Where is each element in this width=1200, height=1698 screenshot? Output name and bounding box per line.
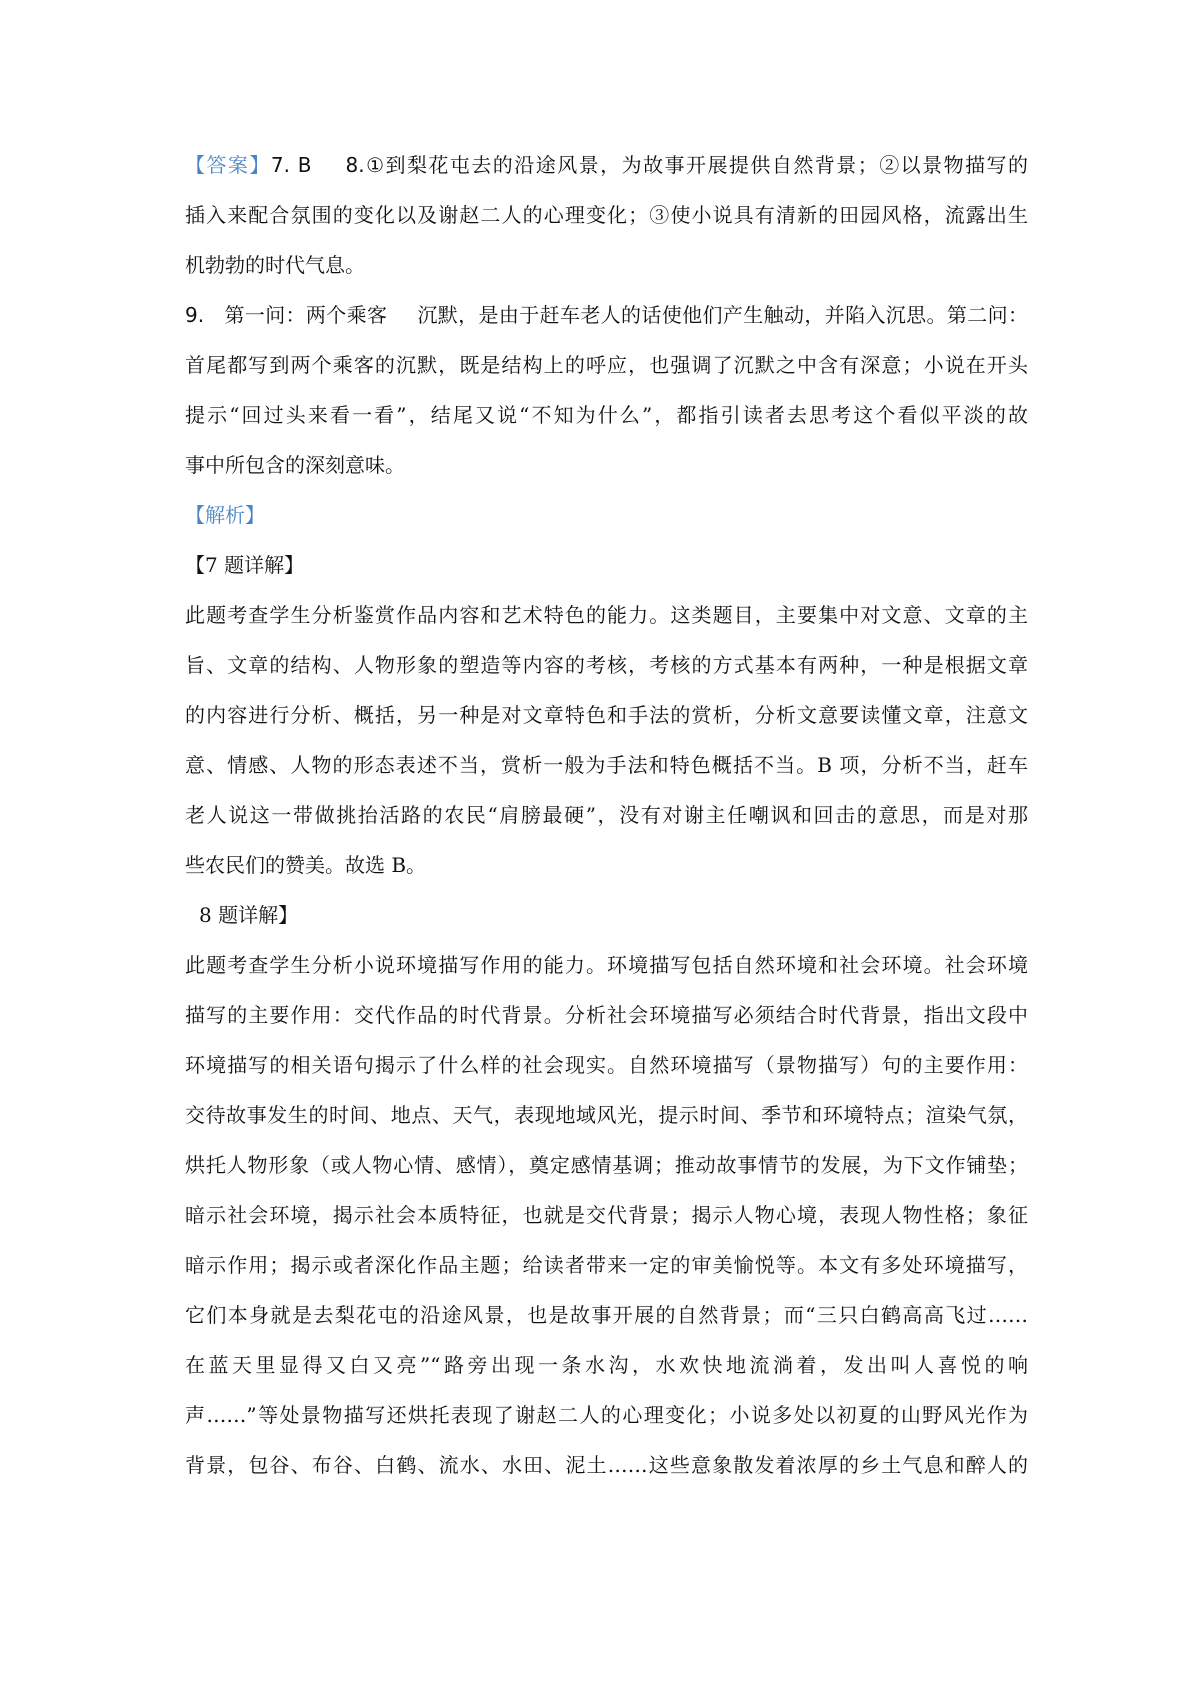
- analysis-line: [185, 501, 1028, 529]
- q7-line-4: 意、情感、人物的形态表述不当，赏析一般为手法和特色概括不当。B 项，分析不当，赶车: [185, 753, 1028, 777]
- q7-heading: 【7 题详解】: [185, 553, 305, 577]
- q8-line-3: 环境描写的相关语句揭示了什么样的社会现实。自然环境描写（景物描写）句的主要作用：: [185, 1053, 1028, 1077]
- q7-line-6: 些农民们的赞美。故选 B。: [185, 853, 427, 877]
- q8-line-4: 交待故事发生的时间、地点、天气，表现地域风光，提示时间、季节和环境特点；渲染气氛，: [185, 1103, 1028, 1127]
- answer-q8-line-2: 插入来配合氛围的变化以及谢赵二人的心理变化；③使小说具有清新的田园风格，流露出生: [185, 203, 1028, 227]
- q8-line-11: 背景，包谷、布谷、白鹤、流水、水田、泥土……这些意象散发着浓厚的乡土气息和醉人的: [185, 1453, 1028, 1477]
- q8-line-9: 在蓝天里显得又白又亮”“路旁出现一条水沟，水欢快地流淌着，发出叫人喜悦的响: [185, 1353, 1028, 1377]
- q8-line-10: 声……”等处景物描写还烘托表现了谢赵二人的心理变化；小说多处以初夏的山野风光作为: [185, 1403, 1028, 1427]
- q8-line-1: 此题考查学生分析小说环境描写作用的能力。环境描写包括自然环境和社会环境。社会环境: [185, 953, 1028, 977]
- q7-line-3: 的内容进行分析、概括，另一种是对文章特色和手法的赏析，分析文意要读懂文章，注意文: [185, 703, 1028, 727]
- answer-q9-line-2: 首尾都写到两个乘客的沉默，既是结构上的呼应，也强调了沉默之中含有深意；小说在开头: [185, 353, 1028, 377]
- answer-q8-line-3: 机勃勃的时代气息。: [185, 253, 365, 277]
- answer-q9-line-3: 提示“回过头来看一看”，结尾又说“不知为什么”，都指引读者去思考这个看似平淡的故: [185, 403, 1028, 427]
- q8-line-2: 描写的主要作用：交代作品的时代背景。分析社会环境描写必须结合时代背景，指出文段中: [185, 1003, 1028, 1027]
- answer-q8-number: 8.: [345, 153, 365, 177]
- q8-line-6: 暗示社会环境，揭示社会本质特征，也就是交代背景；揭示人物心境，表现人物性格；象征: [185, 1203, 1028, 1227]
- answer-q9-line-4: 事中所包含的深刻意味。: [185, 453, 405, 477]
- answer-line-1: [185, 151, 1028, 179]
- q7-line-2: 旨、文章的结构、人物形象的塑造等内容的考核，考核的方式基本有两种，一种是根据文章: [185, 653, 1028, 677]
- answer-q9-first: 第一问：两个乘客: [224, 303, 388, 327]
- answer-q9-number: 9.: [185, 303, 205, 327]
- q8-line-5: 烘托人物形象（或人物心情、感情），奠定感情基调；推动故事情节的发展，为下文作铺垫；: [185, 1153, 1028, 1177]
- answer-q9-line-1: [185, 301, 1028, 329]
- answer-q9-first-rest: 沉默，是由于赶车老人的话使他们产生触动，并陷入沉思。第二问：: [417, 303, 1028, 327]
- q8-heading: 8 题详解】: [199, 903, 299, 927]
- analysis-tag: 【解析】: [185, 503, 265, 527]
- q7-line-1: 此题考查学生分析鉴赏作品内容和艺术特色的能力。这类题目，主要集中对文意、文章的主: [185, 603, 1028, 627]
- answer-tag: 【答案】: [185, 153, 271, 177]
- q8-line-8: 它们本身就是去梨花屯的沿途风景，也是故事开展的自然背景；而“三只白鹤高高飞过……: [185, 1303, 1028, 1327]
- answer-q8-text-1: ①到梨花屯去的沿途风景，为故事开展提供自然背景；②以景物描写的: [364, 153, 1028, 177]
- q8-line-7: 暗示作用；揭示或者深化作品主题；给读者带来一定的审美愉悦等。本文有多处环境描写，: [185, 1253, 1028, 1277]
- q7-line-5: 老人说这一带做挑抬活路的农民“肩膀最硬”，没有对谢主任嘲讽和回击的意思，而是对那: [185, 803, 1028, 827]
- answer-q7: 7. B: [270, 153, 312, 177]
